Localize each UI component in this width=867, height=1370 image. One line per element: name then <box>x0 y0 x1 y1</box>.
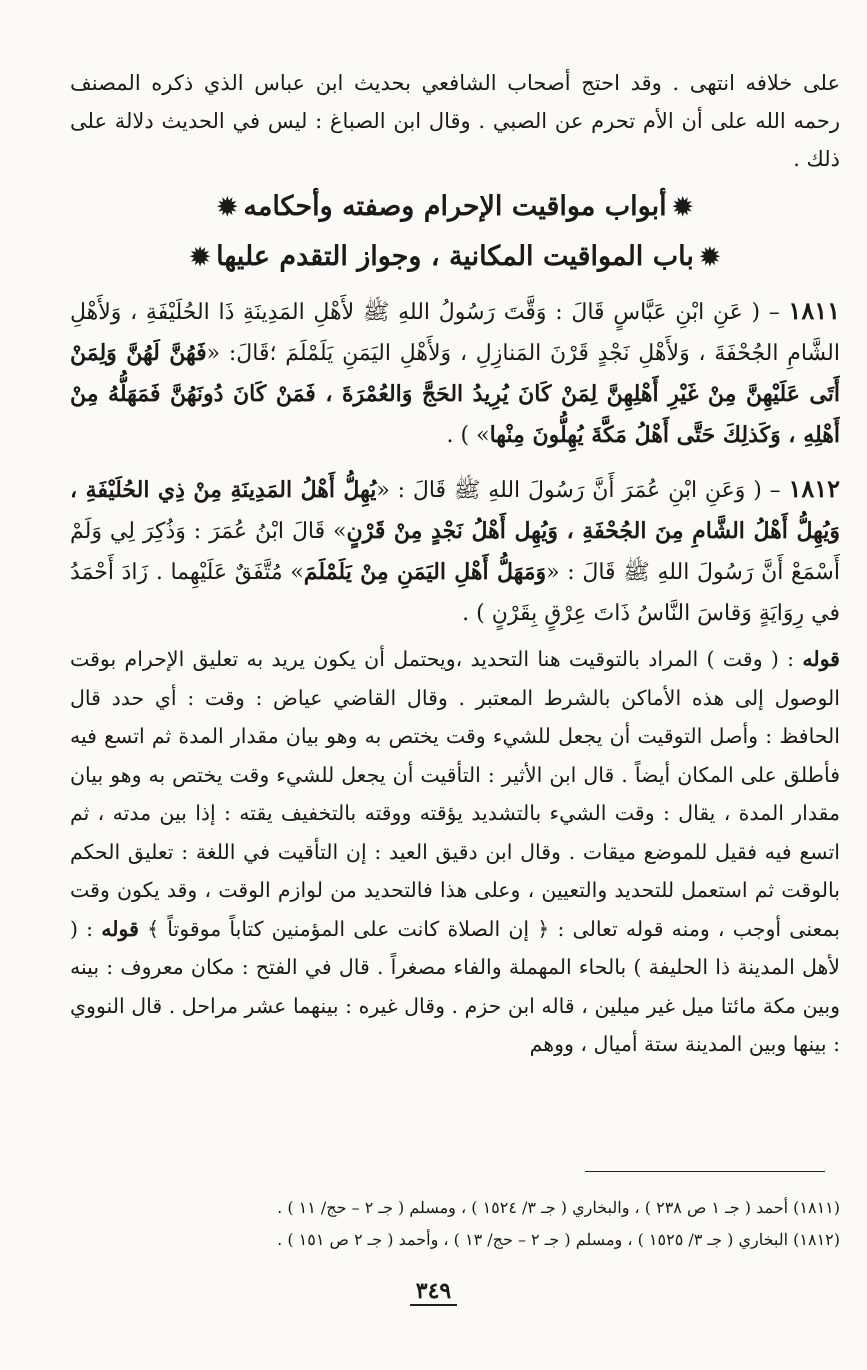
footnote-divider <box>585 1171 825 1172</box>
commentary-lead: قوله <box>802 647 840 671</box>
intro-paragraph: على خلافه انتهى . وقد احتج أصحاب الشافعي بحديث ابن عباس الذي ذكره المصنف رحمه الله على أن الأم تحرم عن الصبي . وقال ابن الصباغ : ليس في الحديث دلالة على ذلك . <box>70 71 840 171</box>
section-heading-text: أبواب مواقيت الإحرام وصفته وأحكامه <box>243 191 667 222</box>
commentary <box>70 640 840 1180</box>
page-body <box>70 64 840 1180</box>
hadith-quote: فَهُنَّ لَهُنَّ وَلِمَنْ أَتَى عَلَيْهِنَّ مِنْ غَيْرِ أَهْلِهِنَّ لِمَنْ كَانَ يُرِيدُ الحَجَّ وَالعُمْرَةَ ، فَمَنْ كَانَ دُونَهُنَّ فَمَهَلُّهُ مِنْ أَهْلِهِ ، وَكَذلِكَ حَتَّى أَهْلُ مَكَّةَ يُهِلُّونَ مِنْها <box>70 340 840 448</box>
commentary-text: : ( وقت ) المراد بالتوقيت هنا التحديد ،ويحتمل أن يكون يريد به تعليق الإحرام بوقت الوصول إلى هذه الأماكن بالشرط المعتبر . وقال القاضي عياض : وقت : أي حدد قال الحافظ : وأصل التوقيت أن يجعل للشيء وقت يختص به وهو بيان مقدار المدة ثم اتسع فيه فأطلق على المكان أيضاً . قال ابن الأثير : التأقيت أن يجعل للشيء وقت يختص به وهو بيان مقدار المدة ، يقال : وقت الشيء بالتشديد يؤقته ووقته بالتخفيف يقته : إذا بين مدته ، ثم اتسع فيه فقيل للموضع ميقات . وقال ابن دقيق العيد : إن التأقيت في اللغة : تعليق الحكم بالوقت ثم استعمل للتحديد والتعيين ، وعلى هذا فالتحديد من لوازم الوقت ، وقد يكون وقت بمعنى أوجب ، ومنه قوله تعالى : ﴿ إن الصلاة كانت على المؤمنين كتاباً موقوتاً ﴾ <box>70 647 840 941</box>
hadith-number: ١٨١١ <box>788 296 840 325</box>
commentary-text: : ( لأهل المدينة ذا الحليفة ) بالحاء المهملة والفاء مصغراً . قال في الفتح : مكان معروف : بينه وبين مكة مائتا ميل غير ميلين ، قاله ابن حزم . وقال غيره : بينهما عشر مراحل . قال النووي : بينها وبين المدينة ستة أميال ، ووهم <box>70 916 840 1056</box>
hadith-quote: يُهِلُّ أَهْلُ المَدِينَةِ مِنْ ذِي الحُلَيْفَةِ ، وَيُهِلُّ أَهْلُ الشَّامِ مِنَ الجُحْفَةِ ، وَيُهِل أَهْلُ نَجْدٍ مِنْ قَرْنٍ <box>70 477 840 544</box>
hadith-text: » ) . <box>446 423 490 448</box>
page-number <box>0 1278 867 1306</box>
section-heading <box>70 182 840 232</box>
chapter-heading <box>70 232 840 282</box>
page-number-text: ٣٤٩ <box>410 1278 457 1306</box>
commentary-lead: قوله <box>101 916 139 941</box>
hadith-1811 <box>70 290 840 456</box>
hadith-text: » مُتَّفَقٌ عَلَيْهِما . زَادَ أَحْمَدُ في رِوَايَةٍ وَقاسَ النَّاسُ ذَاتَ عِرْقٍ بِقَرْنٍ ) . <box>70 560 840 626</box>
star-ornament-icon: ✹ <box>217 192 238 221</box>
footnote: (١٨١١) أحمد ( جـ ١ ص ٢٣٨ ) ، والبخاري ( جـ ٣/ ١٥٢٤ ) ، ومسلم ( جـ ٢ – حج/ ١١ ) . <box>277 1198 840 1217</box>
hadith-text: – ( وَعَنِ ابْنِ عُمَرَ أَنَّ رَسُولَ اللهِ ﷺ قَالَ : « <box>376 478 781 503</box>
hadith-1812 <box>70 468 840 638</box>
hadith-number: ١٨١٢ <box>788 474 840 503</box>
footnote: (١٨١٢) البخاري ( جـ ٣/ ١٥٢٥ ) ، ومسلم ( جـ ٢ – حج/ ١٣ ) ، وأحمد ( جـ ٢ ص ١٥١ ) . <box>277 1230 840 1249</box>
hadith-text: » قَالَ ابْنُ عُمَرَ : وَذُكِرَ لِي وَلَمْ أَسْمَعْ أَنَّ رَسُولَ اللهِ ﷺ قَالَ : « <box>70 519 840 585</box>
star-ornament-icon: ✹ <box>699 242 720 271</box>
star-ornament-icon: ✹ <box>190 242 211 271</box>
hadith-text: – ( عَنِ ابْنِ عَبَّاسٍ قَالَ : وَقَّتَ رَسُولُ اللهِ ﷺ لأَهْلِ المَدِينَةِ ذَا الحُلَيْفَةِ ، وَلأَهْلِ الشَّامِ الجُحْفَةَ ، وَلأَهْلِ نَجْدٍ قَرْنَ المَنازِلِ ، وَلأَهْلِ اليَمَنِ يَلَمْلَمَ ؛قَالَ: « <box>70 300 840 366</box>
star-ornament-icon: ✹ <box>672 192 693 221</box>
hadith-quote: وَمَهَلُّ أَهْلِ اليَمَنِ مِنْ يَلَمْلَمَ <box>303 559 547 585</box>
chapter-heading-text: باب المواقيت المكانية ، وجواز التقدم عليها <box>216 241 694 272</box>
